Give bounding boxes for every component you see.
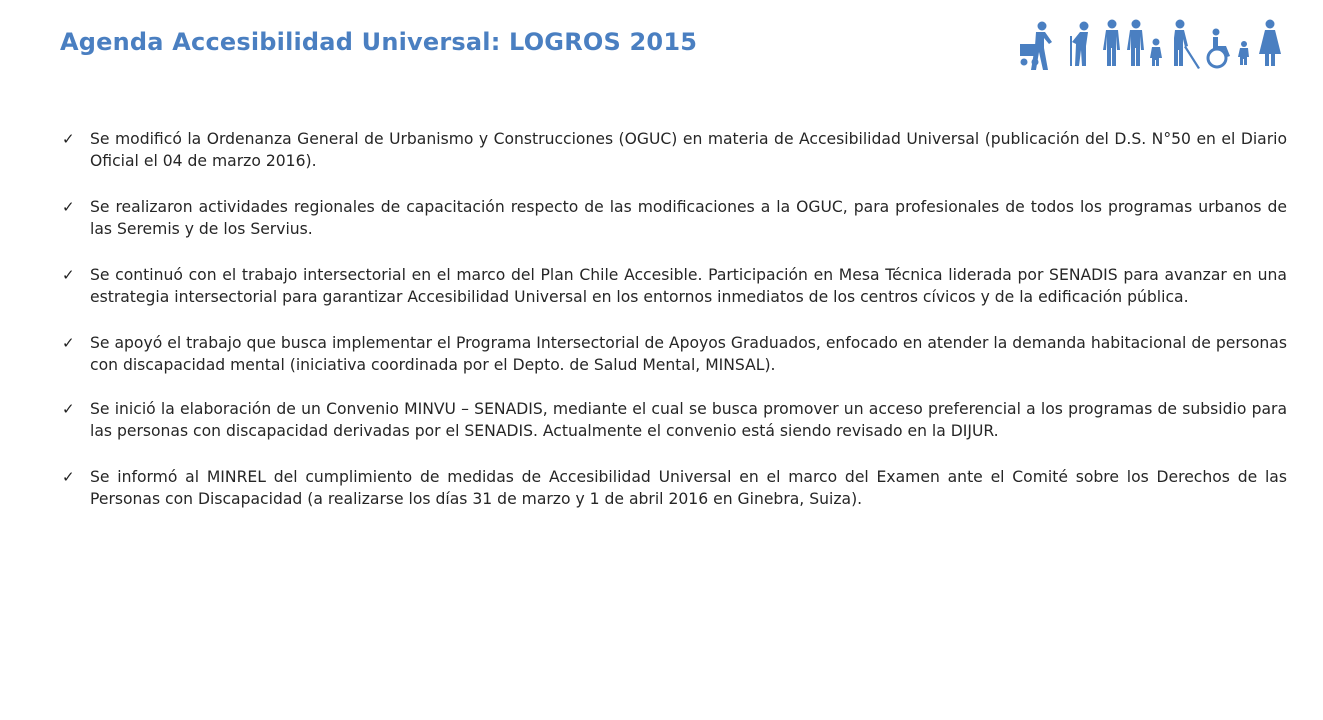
list-item-text: Se modificó la Ordenanza General de Urbanismo y Construcciones (OGUC) en materia de Accesibilidad Universal (publicación del D.S. N°50 en el Diario Oficial el 04 de marzo 2016). [90,130,1287,170]
list-item [62,128,1287,172]
list-item [62,332,1287,376]
check-icon: ✓ [62,266,75,284]
achievements-list [62,128,1287,534]
page-title: Agenda Accesibilidad Universal: LOGROS 2015 [60,28,698,56]
list-item-text: Se apoyó el trabajo que busca implementar el Programa Intersectorial de Apoyos Graduados, enfocado en atender la demanda habitacional de personas con discapacidad mental (iniciativa coordinada por el Depto. de Salud Mental, MINSAL). [90,334,1287,374]
list-item [62,466,1287,510]
list-item [62,196,1287,240]
accessibility-people-icon [1018,18,1288,72]
check-icon: ✓ [62,334,75,352]
list-item-text: Se continuó con el trabajo intersectorial en el marco del Plan Chile Accesible. Participación en Mesa Técnica liderada por SENADIS para avanzar en una estrategia intersectorial para garantizar Accesibilidad Universal en los entornos inmediatos de los centros cívicos y de la edificación pública. [90,266,1287,306]
list-item-text: Se informó al MINREL del cumplimiento de medidas de Accesibilidad Universal en el marco del Examen ante el Comité sobre los Derechos de las Personas con Discapacidad (a realizarse los días 31 de marzo y 1 de abril 2016 en Ginebra, Suiza). [90,468,1287,508]
check-icon: ✓ [62,198,75,216]
list-item [62,264,1287,308]
list-item [62,398,1287,442]
list-item-text: Se inició la elaboración de un Convenio MINVU – SENADIS, mediante el cual se busca promover un acceso preferencial a los programas de subsidio para las personas con discapacidad derivadas por el SENADIS. Actualmente el convenio está siendo revisado en la DIJUR. [90,400,1287,440]
list-item-text: Se realizaron actividades regionales de capacitación respecto de las modificaciones a la OGUC, para profesionales de todos los programas urbanos de las Seremis y de los Servius. [90,198,1287,238]
check-icon: ✓ [62,130,75,148]
check-icon: ✓ [62,400,75,418]
check-icon: ✓ [62,468,75,486]
